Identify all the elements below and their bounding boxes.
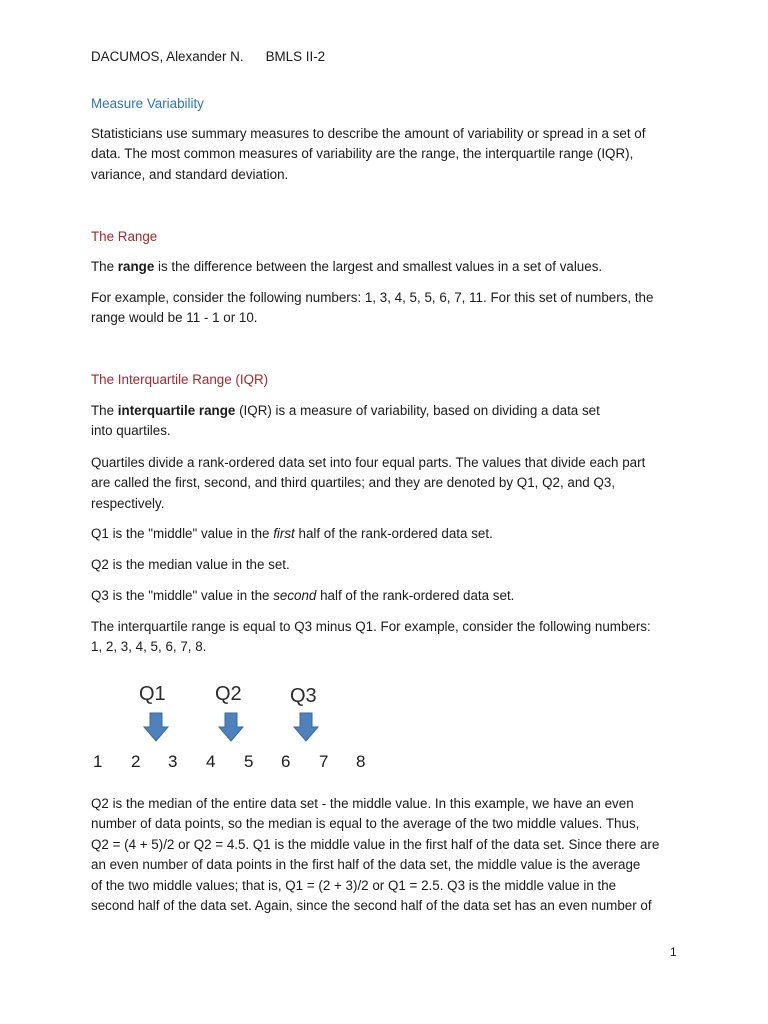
q3-arrow-icon bbox=[293, 712, 319, 742]
author-name: DACUMOS, Alexander N. bbox=[91, 49, 244, 64]
iqr-example-line: The interquartile range is equal to Q3 minus Q1. For example, consider the following numbers: bbox=[91, 619, 651, 634]
author-header bbox=[91, 48, 325, 65]
number-item: 2 bbox=[131, 752, 141, 771]
q1-italic: first bbox=[273, 526, 295, 541]
range-heading: The Range bbox=[91, 229, 158, 244]
explanation-line: of the two middle values; that is, Q1 = (2 + 3)/2 or Q1 = 2.5. Q3 is the middle value in the bbox=[91, 877, 617, 893]
intro-line: data. The most common measures of variability are the range, the interquartile range (IQR), bbox=[91, 146, 634, 162]
range-example-line: For example, consider the following numbers: 1, 3, 4, 5, 5, 6, 7, 11. For this set of numbers, the bbox=[91, 290, 654, 305]
iqr-definition bbox=[91, 401, 691, 442]
q3-post: half of the rank-ordered data set. bbox=[316, 588, 515, 603]
iqr-heading: The Interquartile Range (IQR) bbox=[91, 372, 269, 387]
explanation-line: Q2 is the median of the entire data set - the middle value. In this example, we have an even bbox=[91, 796, 634, 811]
number-item: 4 bbox=[206, 752, 216, 771]
q3-italic: second bbox=[273, 588, 317, 603]
quartiles-line: are called the first, second, and third quartiles; and they are denoted by Q1, Q2, and Q3, bbox=[91, 475, 616, 491]
q2-arrow-icon bbox=[218, 712, 244, 742]
class-section: BMLS II-2 bbox=[265, 49, 326, 64]
intro-line: Statisticians use summary measures to describe the amount of variability or spread in a set of bbox=[91, 126, 646, 141]
number-item: 1 bbox=[93, 752, 103, 771]
q1-label: Q1 bbox=[139, 683, 166, 705]
q1-arrow-icon bbox=[143, 712, 169, 742]
q1-definition bbox=[91, 524, 691, 544]
quartiles-line: respectively. bbox=[91, 495, 165, 511]
intro-paragraph bbox=[91, 124, 691, 185]
q1-pre: Q1 is the "middle" value in the bbox=[91, 526, 274, 541]
iqr-example-line: 1, 2, 3, 4, 5, 6, 7, 8. bbox=[91, 639, 207, 655]
q2-label: Q2 bbox=[215, 683, 242, 705]
iqr-def-bold: interquartile range bbox=[117, 403, 236, 418]
iqr-def-line2: into quartiles. bbox=[91, 423, 171, 439]
range-def-bold: range bbox=[117, 259, 155, 274]
number-item: 3 bbox=[168, 752, 178, 771]
range-def-post: is the difference between the largest and smallest values in a set of values. bbox=[154, 259, 603, 274]
range-definition bbox=[91, 257, 691, 277]
number-item: 5 bbox=[244, 752, 254, 771]
number-item: 6 bbox=[281, 752, 291, 771]
quartiles-paragraph bbox=[91, 453, 691, 514]
explanation-paragraph bbox=[91, 794, 691, 916]
page-title: Measure Variability bbox=[91, 96, 204, 111]
iqr-def-pre: The bbox=[91, 403, 118, 418]
range-example-line: range would be 11 - 1 or 10. bbox=[91, 310, 258, 326]
explanation-line: number of data points, so the median is equal to the average of the two middle values. Thus, bbox=[91, 816, 640, 832]
range-example bbox=[91, 288, 691, 329]
intro-line: variance, and standard deviation. bbox=[91, 166, 289, 182]
quartiles-line: Quartiles divide a rank-ordered data set into four equal parts. The values that divide each part bbox=[91, 455, 646, 470]
q3-pre: Q3 is the "middle" value in the bbox=[91, 588, 274, 603]
iqr-example bbox=[91, 617, 691, 658]
iqr-def-post: (IQR) is a measure of variability, based on dividing a data set bbox=[235, 403, 600, 418]
q3-definition bbox=[91, 586, 691, 606]
q2-definition: Q2 is the median value in the set. bbox=[91, 557, 290, 572]
number-item: 7 bbox=[319, 752, 329, 771]
page-number: 1 bbox=[670, 945, 677, 959]
range-def-pre: The bbox=[91, 259, 118, 274]
explanation-line: Q2 = (4 + 5)/2 or Q2 = 4.5. Q1 is the middle value in the first half of the data set. Since there are bbox=[91, 836, 660, 852]
number-item: 8 bbox=[356, 752, 366, 771]
explanation-line: an even number of data points in the first half of the data set, the middle value is the average bbox=[91, 857, 641, 873]
q3-label: Q3 bbox=[290, 685, 317, 707]
explanation-line: second half of the data set. Again, since the second half of the data set has an even number of bbox=[91, 898, 652, 914]
q1-post: half of the rank-ordered data set. bbox=[294, 526, 493, 541]
